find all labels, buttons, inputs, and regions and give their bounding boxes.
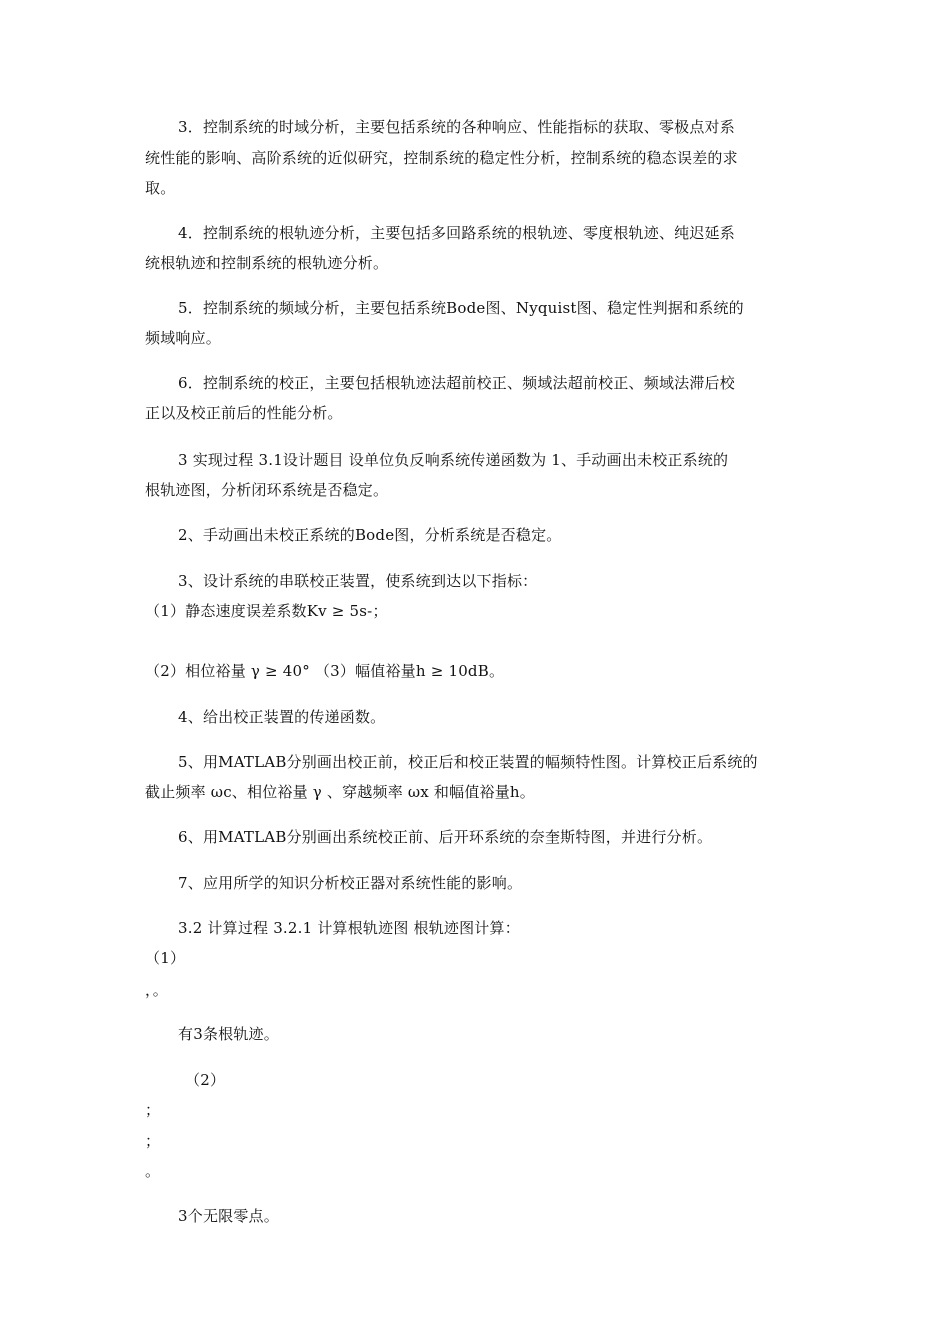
step-2-punct-2: ； — [145, 1132, 161, 1150]
section-3-line-2: 根轨迹图，分析闭环系统是否稳定。 — [145, 481, 389, 499]
section-3-2-heading: 3.2 计算过程 3.2.1 计算根轨迹图 根轨迹图计算： — [178, 919, 520, 937]
paragraph-4-line-1: 4．控制系统的根轨迹分析，主要包括多回路系统的根轨迹、零度根轨迹、纯迟延系 — [178, 224, 735, 242]
paragraph-6-line-2: 正以及校正前后的性能分析。 — [145, 404, 343, 422]
task-6: 6、用MATLAB分别画出系统校正前、后开环系统的奈奎斯特图，并进行分析。 — [178, 828, 713, 846]
paragraph-5-line-1: 5．控制系统的频域分析，主要包括系统Bode图、Nyquist图、稳定性判据和系统的 — [178, 299, 744, 317]
paragraph-3-line-3: 取。 — [145, 179, 176, 197]
paragraph-3-line-2: 统性能的影响、高阶系统的近似研究，控制系统的稳定性分析，控制系统的稳态误差的求 — [145, 149, 738, 167]
paragraph-6-line-1: 6．控制系统的校正，主要包括根轨迹法超前校正、频域法超前校正、频域法滞后校 — [178, 374, 735, 392]
spec-1: （1）静态速度误差系数Kv ≥ 5s-； — [145, 602, 388, 620]
task-3: 3、设计系统的串联校正装置，使系统到达以下指标： — [178, 572, 538, 590]
task-2: 2、手动画出未校正系统的Bode图，分析系统是否稳定。 — [178, 526, 562, 544]
root-locus-count: 有3条根轨迹。 — [178, 1025, 279, 1043]
paragraph-5-line-2: 频域响应。 — [145, 329, 222, 347]
step-2-punct-3: 。 — [145, 1162, 161, 1180]
spec-2-3: （2）相位裕量 γ ≥ 40° （3）幅值裕量h ≥ 10dB。 — [145, 662, 505, 680]
task-7: 7、应用所学的知识分析校正器对系统性能的影响。 — [178, 874, 523, 892]
step-2-punct-1: ； — [145, 1101, 161, 1119]
paragraph-4-line-2: 统根轨迹和控制系统的根轨迹分析。 — [145, 254, 389, 272]
section-3-line-1: 3 实现过程 3.1设计题目 设单位负反响系统传递函数为 1、手动画出未校正系统的 — [178, 451, 729, 469]
task-5-line-2: 截止频率 ωc、相位裕量 γ 、穿越频率 ωx 和幅值裕量h。 — [145, 783, 535, 801]
task-5-line-1: 5、用MATLAB分别画出校正前，校正后和校正装置的幅频特性图。计算校正后系统的 — [178, 753, 758, 771]
paragraph-3-line-1: 3．控制系统的时域分析，主要包括系统的各种响应、性能指标的获取、零极点对系 — [178, 118, 735, 136]
task-4: 4、给出校正装置的传递函数。 — [178, 708, 386, 726]
step-2-label: （2） — [185, 1071, 226, 1089]
step-1-punctuation: ，。 — [145, 981, 168, 999]
step-1-label: （1） — [145, 949, 186, 967]
infinite-zeros: 3个无限零点。 — [178, 1207, 279, 1225]
